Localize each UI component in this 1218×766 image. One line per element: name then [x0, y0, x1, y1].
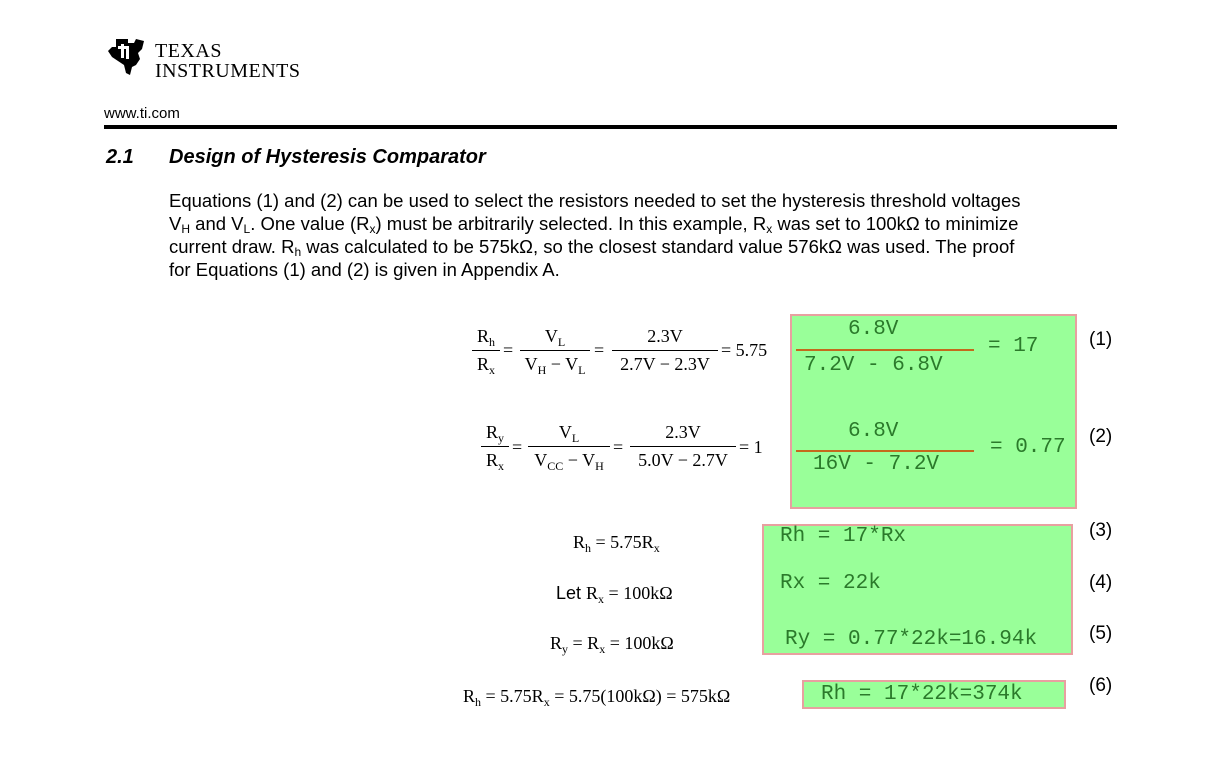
overlay-line-5: Ry = 0.77*22k=16.94k [785, 628, 1038, 651]
eq-number-6: (6) [1089, 675, 1113, 696]
overlay-2-result: = 0.77 [990, 436, 1066, 459]
eq2-result: = 1 [739, 437, 763, 457]
overlay-1-denominator: 7.2V - 6.8V [804, 354, 943, 377]
eq1-lhs-fraction: $R_h$ $R_x$ [472, 326, 500, 376]
equation-4: Let $R_x = 100k\Omega$ [556, 583, 673, 606]
equation-3: $R_h = 5.75R_x$ [573, 532, 660, 555]
para-line-1: Equations (1) and (2) can be used to select the resistors needed to set the hysteresis threshold voltages [169, 190, 1021, 211]
overlay-2-fraction-bar [796, 450, 974, 452]
eq-number-5: (5) [1089, 623, 1113, 644]
para-line-3: current draw. $R_h$ was calculated to be 575kΩ, so the closest standard value 576kΩ was used. The proof [169, 236, 1015, 259]
site-link[interactable]: www.ti.com [104, 105, 180, 122]
brand-line-2: INSTRUMENTS [155, 60, 301, 82]
overlay-2-denominator: 16V - 7.2V [813, 453, 940, 476]
overlay-line-3: Rh = 17*Rx [780, 525, 907, 548]
eq2-value-fraction: 2.3V 5.0V − 2.7V [630, 422, 736, 472]
eq2-equals-1: = [512, 437, 523, 457]
body-paragraph [169, 189, 1119, 281]
overlay-1-numerator: 6.8V [848, 318, 899, 341]
overlay-1-fraction-bar [796, 349, 974, 351]
eq-number-3: (3) [1089, 520, 1113, 541]
eq1-equals-1: = [503, 340, 514, 360]
overlay-2-numerator: 6.8V [848, 420, 899, 443]
eq-number-4: (4) [1089, 572, 1113, 593]
ti-logo-icon [106, 35, 148, 77]
eq-number-1: (1) [1089, 329, 1113, 350]
equation-6: $R_h = 5.75R_x = 5.75(100k\Omega) = 575k\Omega$ [463, 686, 731, 709]
overlay-1-result: = 17 [988, 335, 1039, 358]
eq1-mid-fraction: $V_L$ $V_H - V_L$ [520, 326, 590, 376]
eq1-equals-2: = [594, 340, 605, 360]
eq2-equals-2: = [613, 437, 624, 457]
eq1-result: = 5.75 [721, 340, 768, 360]
eq2-mid-fraction: $V_L$ $V_{CC} - V_H$ [528, 422, 610, 472]
overlay-line-4: Rx = 22k [780, 572, 881, 595]
para-line-2: $V_H$ and $V_L$. One value $(R_x)$ must be arbitrarily selected. In this example, $R_x$ was set to 100kΩ to minimize [169, 213, 1019, 236]
brand-name [155, 41, 301, 81]
equation-5: $R_y = R_x = 100k\Omega$ [550, 633, 674, 656]
section-title: Design of Hysteresis Comparator [169, 146, 486, 168]
eq-number-2: (2) [1089, 426, 1113, 447]
eq2-lhs-fraction: $R_y$ $R_x$ [481, 422, 509, 472]
brand-line-1: TEXAS [155, 40, 222, 62]
section-number: 2.1 [106, 146, 134, 168]
eq1-value-fraction: 2.3V 2.7V − 2.3V [612, 326, 718, 376]
overlay-line-6: Rh = 17*22k=374k [821, 683, 1023, 706]
para-line-4: for Equations (1) and (2) is given in Appendix A. [169, 259, 560, 280]
header-divider [104, 125, 1117, 129]
